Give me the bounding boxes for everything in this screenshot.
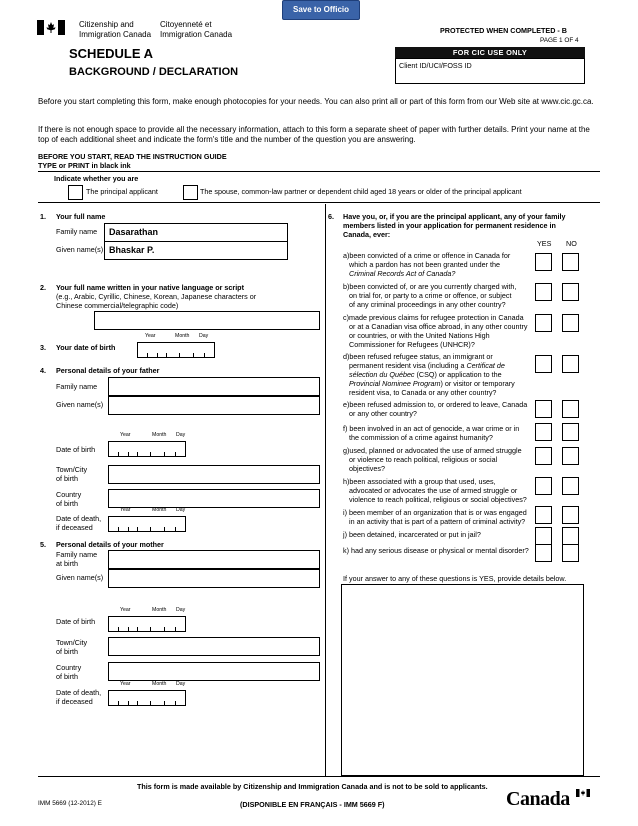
q6f-no-checkbox[interactable] — [562, 423, 579, 441]
date-tick — [164, 452, 165, 456]
q6d-line3b: (CSQ) or application to the — [414, 370, 502, 379]
q5-country-label — [56, 663, 81, 681]
page-number: PAGE 1 OF 4 — [540, 37, 579, 44]
q4-family-label: Family name — [56, 382, 98, 391]
date-tick — [137, 627, 138, 631]
cic-website-link[interactable]: www.cic.gc.ca — [541, 97, 592, 106]
q6b-line1: b)been convicted of, or are you currently charged with, — [343, 282, 517, 291]
canada-flag-icon — [37, 20, 65, 40]
q4-country-label — [56, 490, 81, 508]
q6f-text — [343, 424, 533, 442]
q6c-text — [343, 313, 533, 349]
q2-sub2: Chinese commercial/telegraphic code) — [56, 301, 179, 310]
q5-town-label — [56, 638, 87, 656]
principal-applicant-label: The principal applicant — [86, 187, 158, 196]
q4-death-line2: if deceased — [56, 523, 93, 532]
q4-town-line1: Town/City — [56, 465, 88, 474]
form-subtitle: BACKGROUND / DECLARATION — [69, 66, 239, 78]
q6c-line1: c)made previous claims for refugee protection in Canada — [343, 313, 524, 322]
q4-father-dob-input[interactable] — [108, 432, 186, 457]
q6h-line1: h)been associated with a group that used, uses, — [343, 477, 496, 486]
q6b-text — [343, 282, 533, 309]
q5-mother-given-name-input[interactable] — [108, 569, 320, 588]
q6c-line3: or countries, or with the United Nations High — [349, 331, 490, 340]
q6-label-line3: Canada, ever: — [343, 230, 391, 239]
month-label: Month — [152, 507, 167, 513]
date-tick — [147, 353, 148, 357]
date-tick — [128, 627, 129, 631]
q6d-line4b: ) or visitor or temporary — [440, 379, 515, 388]
date-tick — [118, 527, 119, 531]
q6a-no-checkbox[interactable] — [562, 253, 579, 271]
q6k-yes-checkbox[interactable] — [535, 544, 552, 562]
q6f-yes-checkbox[interactable] — [535, 423, 552, 441]
q5-death-line1: Date of death, — [56, 688, 102, 697]
q6c-no-checkbox[interactable] — [562, 314, 579, 332]
q6c-line4: Commissioner for Refugees (UNHCR)? — [349, 340, 475, 349]
q6-label — [343, 212, 593, 239]
date-tick — [179, 353, 180, 357]
date-tick — [150, 627, 151, 631]
date-tick — [118, 701, 119, 705]
date-tick — [150, 527, 151, 531]
q6e-yes-checkbox[interactable] — [535, 400, 552, 418]
date-tick — [137, 527, 138, 531]
date-tick — [164, 627, 165, 631]
footer-note: This form is made available by Citizenship and Immigration Canada and is not to be sold to applicants. — [137, 782, 488, 791]
q6e-no-checkbox[interactable] — [562, 400, 579, 418]
q5-given-label: Given name(s) — [56, 573, 104, 582]
q4-death-label — [56, 514, 101, 532]
spouse-dependent-label: The spouse, common-law partner or dependent child aged 18 years or older of the principal applicant — [200, 187, 522, 196]
q4-town-label — [56, 465, 87, 483]
intro-period: . — [591, 97, 594, 106]
month-label: Month — [175, 333, 190, 339]
q6d-line4a: Provincial Nominee Program — [349, 379, 441, 388]
q1-given-name-input[interactable] — [104, 241, 288, 260]
date-tick — [150, 701, 151, 705]
q6a-yes-checkbox[interactable] — [535, 253, 552, 271]
year-label: Year — [120, 607, 131, 613]
form-id: IMM 5669 (12-2012) E — [38, 800, 102, 807]
no-header: NO — [566, 239, 577, 248]
month-label: Month — [152, 432, 167, 438]
canada-wordmark: Canada — [506, 788, 570, 810]
q6b-line2: on trial for, or party to a crime or offence, or subject — [349, 291, 512, 300]
q1-given-value: Bhaskar P. — [109, 245, 155, 255]
wordmark-flag-icon — [576, 784, 590, 802]
q5-family-line1: Family name — [56, 550, 98, 559]
client-id-label: Client ID/UCI/FOSS ID — [399, 61, 472, 70]
q6i-line2: in an activity that is part of a pattern of criminal activity? — [349, 517, 526, 526]
q6d-yes-checkbox[interactable] — [535, 355, 552, 373]
q5-country-line2: of birth — [56, 672, 78, 681]
q6k-no-checkbox[interactable] — [562, 544, 579, 562]
dept-english — [79, 20, 151, 40]
year-label: Year — [120, 681, 131, 687]
q6g-line2: or violence to reach political, religious or social — [349, 455, 498, 464]
q3-label: Your date of birth — [56, 343, 116, 352]
q6d-line2b: Certificat de — [466, 361, 505, 370]
q6d-line5: resident visa, to Canada or any other country? — [349, 388, 497, 397]
q4-country-line2: of birth — [56, 499, 78, 508]
date-tick — [164, 527, 165, 531]
day-label: Day — [176, 432, 186, 438]
q6i-text — [343, 508, 537, 526]
date-tick — [118, 452, 119, 456]
date-tick — [128, 452, 129, 456]
month-label: Month — [152, 681, 167, 687]
q6j-text: j) been detained, incarcerated or put in jail? — [343, 530, 481, 539]
q6g-line3: objectives? — [349, 464, 385, 473]
q6h-line2: advocated or advocates the use of armed struggle or — [349, 486, 518, 495]
year-label: Year — [120, 507, 131, 513]
q6-details-textarea[interactable] — [341, 584, 584, 776]
q6j-yes-checkbox[interactable] — [535, 527, 552, 545]
q6e-line2: or any other country? — [349, 409, 417, 418]
ink-note: TYPE or PRINT in black ink — [38, 161, 131, 170]
cic-use-band: FOR CIC USE ONLY — [395, 47, 585, 58]
indicate-label: Indicate whether you are — [54, 174, 139, 183]
q5-family-label — [56, 550, 97, 568]
q2-number: 2. — [40, 283, 46, 292]
date-tick — [175, 527, 176, 531]
dept-en-line1: Citizenship and — [79, 20, 134, 29]
q6c-yes-checkbox[interactable] — [535, 314, 552, 332]
date-tick — [150, 452, 151, 456]
day-label: Day — [176, 507, 186, 513]
q6g-yes-checkbox[interactable] — [535, 447, 552, 465]
q6a-line1: a)been convicted of a crime or offence in Canada for — [343, 251, 511, 260]
q6h-yes-checkbox[interactable] — [535, 477, 552, 495]
q5-mother-death-date-input[interactable] — [108, 681, 186, 706]
q6h-text — [343, 477, 537, 504]
q4-dob-label: Date of birth — [56, 445, 96, 454]
date-tick — [157, 353, 158, 357]
q4-father-country-input[interactable] — [108, 489, 320, 508]
date-tick — [175, 452, 176, 456]
q6a-line2: which a pardon has not been granted under the — [349, 260, 501, 269]
q6g-line1: g)used, planned or advocated the use of armed struggle — [343, 446, 522, 455]
protected-label: PROTECTED WHEN COMPLETED - B — [440, 26, 567, 35]
q5-dob-label: Date of birth — [56, 617, 96, 626]
q6a-line3: Criminal Records Act of Canada? — [349, 269, 456, 278]
q6i-no-checkbox[interactable] — [562, 506, 579, 524]
q6-details-instruction: If your answer to any of these questions is YES, provide details below. — [343, 574, 567, 583]
q4-father-family-name-input[interactable] — [108, 377, 320, 396]
year-label: Year — [145, 333, 156, 339]
q1-label: Your full name — [56, 212, 106, 221]
q6a-text — [343, 251, 533, 278]
principal-applicant-checkbox[interactable] — [68, 185, 83, 200]
q6g-no-checkbox[interactable] — [562, 447, 579, 465]
date-tick — [175, 627, 176, 631]
yes-header: YES — [537, 239, 552, 248]
spouse-dependent-checkbox[interactable] — [183, 185, 198, 200]
date-tick — [137, 452, 138, 456]
q5-death-line2: if deceased — [56, 697, 93, 706]
q5-mother-town-input[interactable] — [108, 637, 320, 656]
q1-family-value: Dasarathan — [109, 227, 159, 237]
client-id-box[interactable] — [395, 58, 585, 84]
intro-paragraph-2: If there is not enough space to provide all the necessary information, attach to this form a separate sheet of paper with further details. Print your name at the top of each additional sheet and indicate the form's title and the number of the question you are answering. — [38, 125, 590, 144]
q5-label: Personal details of your mother — [56, 540, 164, 549]
dept-french — [160, 20, 232, 40]
q4-father-given-name-input[interactable] — [108, 396, 320, 415]
q6-number: 6. — [328, 212, 334, 221]
q6i-yes-checkbox[interactable] — [535, 506, 552, 524]
q6h-line3: violence to reach political, religious or social objectives? — [349, 495, 527, 504]
intro-text: Before you start completing this form, make enough photocopies for your needs. You can also print all or part of this form from our Web site at — [38, 97, 539, 106]
q3-number: 3. — [40, 343, 46, 352]
q6i-line1: i) been member of an organization that is or was engaged — [343, 508, 527, 517]
q6d-line2a: permanent resident visa (including a — [349, 361, 467, 370]
dept-fr-line1: Citoyenneté et — [160, 20, 212, 29]
q6b-line3: of any criminal proceedings in any other country? — [349, 300, 506, 309]
form-title: SCHEDULE A — [69, 46, 154, 61]
date-tick — [164, 701, 165, 705]
day-label: Day — [176, 607, 186, 613]
q6h-no-checkbox[interactable] — [562, 477, 579, 495]
date-tick — [118, 627, 119, 631]
date-tick — [204, 353, 205, 357]
dept-en-line2: Immigration Canada — [79, 30, 152, 39]
dept-fr-line2: Immigration Canada — [160, 30, 233, 39]
month-label: Month — [152, 607, 167, 613]
q6f-line2: the commission of a crime against humanity? — [349, 433, 493, 442]
q1-number: 1. — [40, 212, 46, 221]
day-label: Day — [176, 681, 186, 687]
date-tick — [175, 701, 176, 705]
q4-country-line1: Country — [56, 490, 82, 499]
save-to-officio-button[interactable]: Save to Officio — [282, 0, 360, 20]
q6d-line1: d)been refused refugee status, an immigrant or — [343, 352, 493, 361]
q4-father-town-input[interactable] — [108, 465, 320, 484]
q5-number: 5. — [40, 540, 46, 549]
date-tick — [193, 353, 194, 357]
q1-family-label: Family name — [56, 227, 98, 236]
q4-number: 4. — [40, 366, 46, 375]
day-label: Day — [199, 333, 209, 339]
q4-town-line2: of birth — [56, 474, 78, 483]
year-label: Year — [120, 432, 131, 438]
q6d-line3a: sélection du Québec — [349, 370, 415, 379]
q6d-no-checkbox[interactable] — [562, 355, 579, 373]
q2-native-name-input[interactable] — [94, 311, 320, 330]
q2-sub1: (e.g., Arabic, Cyrillic, Chinese, Korean, Japanese characters or — [56, 292, 257, 301]
q2-label: Your full name written in your native language or script — [56, 283, 244, 292]
q6f-line1: f) been involved in an act of genocide, a war crime or in — [343, 424, 520, 433]
q4-label: Personal details of your father — [56, 366, 160, 375]
q6d-text — [343, 352, 533, 397]
q6c-line2: or at a Canadian visa office abroad, in any other country — [349, 322, 528, 331]
q3-date-of-birth-input[interactable] — [137, 333, 215, 358]
q6-label-line2: members listed in your application for permanent residence in — [343, 221, 556, 230]
q5-mother-dob-input[interactable] — [108, 607, 186, 632]
q6g-text — [343, 446, 533, 473]
q6b-yes-checkbox[interactable] — [535, 283, 552, 301]
q6k-text: k) had any serious disease or physical or mental disorder? — [343, 546, 529, 555]
q4-death-line1: Date of death, — [56, 514, 102, 523]
column-divider — [325, 204, 326, 776]
q5-mother-family-name-input[interactable] — [108, 550, 320, 569]
date-tick — [166, 353, 167, 357]
q6-label-line1: Have you, or, if you are the principal applicant, any of your family — [343, 212, 566, 221]
date-tick — [128, 701, 129, 705]
q6e-text — [343, 400, 533, 418]
intro-paragraph-1 — [38, 97, 598, 107]
q5-family-line2: at birth — [56, 559, 78, 568]
q5-town-line2: of birth — [56, 647, 78, 656]
french-availability: (DISPONIBLE EN FRANÇAIS - IMM 5669 F) — [240, 800, 385, 809]
q1-given-label: Given name(s) — [56, 245, 104, 254]
q1-family-name-input[interactable] — [104, 223, 288, 242]
q6b-no-checkbox[interactable] — [562, 283, 579, 301]
q4-given-label: Given name(s) — [56, 400, 104, 409]
q6j-no-checkbox[interactable] — [562, 527, 579, 545]
q5-mother-country-input[interactable] — [108, 662, 320, 681]
instruction-guide-note: BEFORE YOU START, READ THE INSTRUCTION GUIDE — [38, 152, 227, 161]
q6e-line1: e)been refused admission to, or ordered to leave, Canada — [343, 400, 528, 409]
q5-country-line1: Country — [56, 663, 82, 672]
q5-death-label — [56, 688, 101, 706]
date-tick — [137, 701, 138, 705]
q4-father-death-date-input[interactable] — [108, 507, 186, 532]
date-tick — [128, 527, 129, 531]
q5-town-line1: Town/City — [56, 638, 88, 647]
